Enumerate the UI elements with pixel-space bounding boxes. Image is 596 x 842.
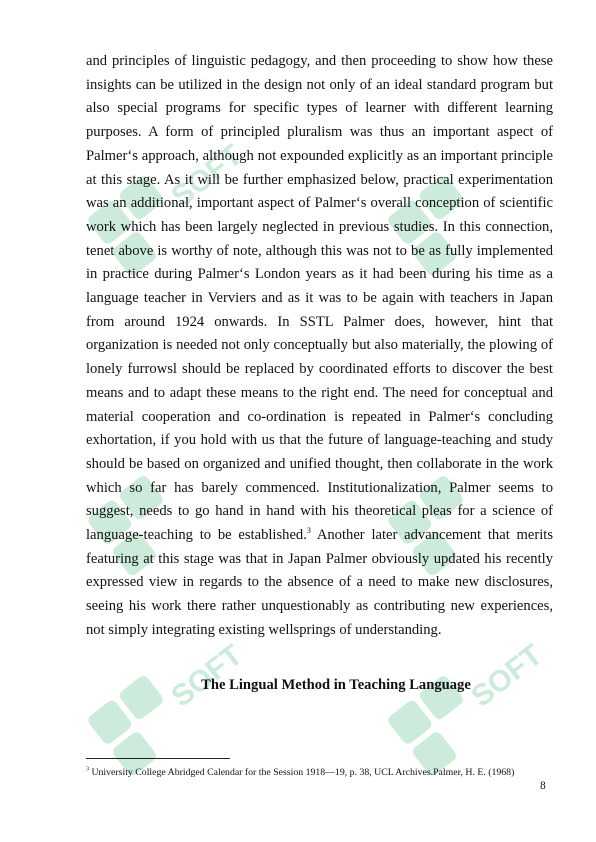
watermark-text: SOFT xyxy=(165,138,249,214)
footnote-reference[interactable]: 3 xyxy=(306,526,311,536)
page-number: 8 xyxy=(540,780,546,792)
body-text-part-1: and principles of linguistic pedagogy, and then proceeding to show how these insights can be utilized in the design not only of an ideal standard program but also special programs for specific types of learner with different learning purposes. A form of principled pluralism was thus an important aspect of Palmer‘s approach, although not expounded explicitly as an important principle at this stage. As it will be further emphasized below, practical experimentation was an additional, important aspect of Palmer‘s overall conception of scientific work which has been largely neglected in previous studies. In this connection, tenet above is worthy of note, although this was not to be as fully implemented in practice during Palmer‘s London years as it had been during his time as a language teacher in Verviers and as it was to be again with teachers in Japan from around 1924 onwards. In SSTL Palmer does, however, hint that organization is needed not only conceptually but also materially, the plowing of lonely furrowsl should be replaced by coordinated efforts to discover the best means and to adapt these means to the right end. The need for conceptual and material cooperation and co-ordination is repeated in Palmer‘s concluding exhortation, if you hold with us that the future of language-teaching and study should be based on organized and unified thought, then collaborate in the work which so far has barely commenced. Institutionalization, Palmer seems to suggest, needs to go hand in hand with his theoretical pleas for a science of language-teaching to be established. xyxy=(86,53,553,544)
body-paragraph xyxy=(86,50,553,643)
soft-watermark-logo xyxy=(370,620,549,820)
section-heading: The Lingual Method in Teaching Language xyxy=(201,677,471,693)
footnote-number: 3 xyxy=(86,766,89,773)
footnote-text: University College Abridged Calendar for the Session 1918—19, p. 38, UCL Archives.Palmer, H. E. (1968) xyxy=(89,767,515,778)
footnote-separator xyxy=(86,758,230,759)
body-text-part-2: Another later advancement that merits featuring at this stage was that in Japan Palmer obviously updated his recently expressed view in regards to the absence of a need to make new disclosures, seeing his work there rather unquestionably as contributing new experiences, not simply integrating existing wellsprings of understanding. xyxy=(86,527,553,638)
watermark-text: SOFT xyxy=(165,638,249,714)
watermark-text: SOFT xyxy=(465,638,549,714)
footnote xyxy=(86,767,556,778)
soft-watermark-logo xyxy=(70,620,249,820)
